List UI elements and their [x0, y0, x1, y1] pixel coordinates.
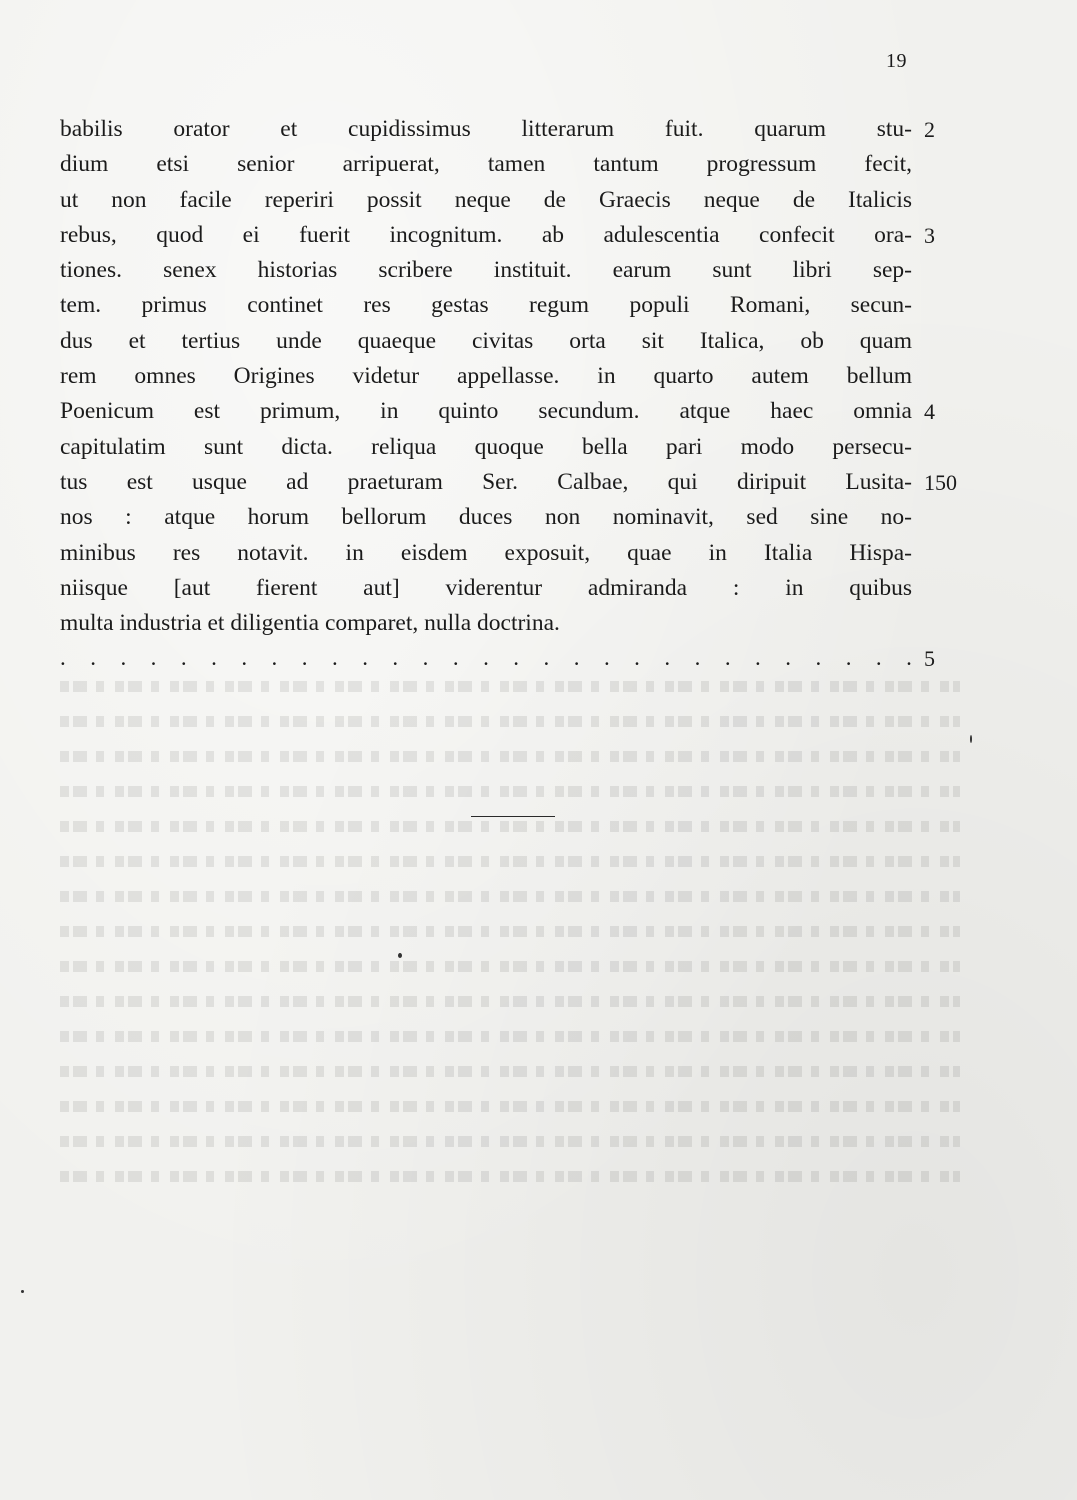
text-line: minibus res notavit. in eisdem exposuit, quae in Italia Hispa- [60, 539, 912, 566]
text-line: tus est usque ad praeturam Ser. Calbae, qui diripuit Lusita- [60, 468, 912, 495]
text-line: dium etsi senior arripuerat, tamen tantum progressum fecit, [60, 151, 912, 178]
margin-section-number: 2 [924, 117, 935, 142]
text-line: niisque [aut fierent aut] viderentur admiranda : in quibus [60, 574, 912, 601]
text-line: ut non facile reperiri possit neque de Graecis neque de Italicis [60, 186, 912, 213]
ink-speck [970, 735, 972, 743]
text-line: nos : atque horum bellorum duces non nominavit, sed sine no- [60, 504, 912, 531]
show-through-ghost-text [60, 670, 960, 1390]
text-line: capitulatim sunt dicta. reliqua quoque bella pari modo persecu- [60, 433, 912, 460]
margin-section-number: 4 [924, 399, 935, 424]
text-line: Poenicum est primum, in quinto secundum. atque haec omnia [60, 398, 912, 425]
margin-section-number: 3 [924, 223, 935, 248]
text-line: rebus, quod ei fuerit incognitum. ab adulescentia confecit ora- [60, 221, 912, 248]
lacuna-dots: . . . . . . . . . . . . . . . . . . . . . . . . . . . . . [60, 645, 912, 670]
text-line: tem. primus continet res gestas regum populi Romani, secun- [60, 292, 912, 319]
text-line: babilis orator et cupidissimus litterarum fuit. quarum stu- [60, 116, 912, 142]
ink-speck [398, 953, 402, 958]
text-line: rem omnes Origines videtur appellasse. in quarto autem bellum [60, 363, 912, 390]
ink-speck [21, 1290, 24, 1293]
end-rule [471, 816, 555, 817]
text-line: dus et tertius unde quaeque civitas orta sit Italica, ob quam [60, 327, 912, 354]
margin-line-number: 150 [924, 470, 957, 495]
text-line: tiones. senex historias scribere instituit. earum sunt libri sep- [60, 257, 912, 284]
text-line: multa industria et diligentia comparet, nulla doctrina. [60, 610, 560, 637]
body-text [60, 112, 912, 641]
page-number: 19 [886, 50, 907, 72]
margin-section-number: 5 [924, 646, 935, 671]
